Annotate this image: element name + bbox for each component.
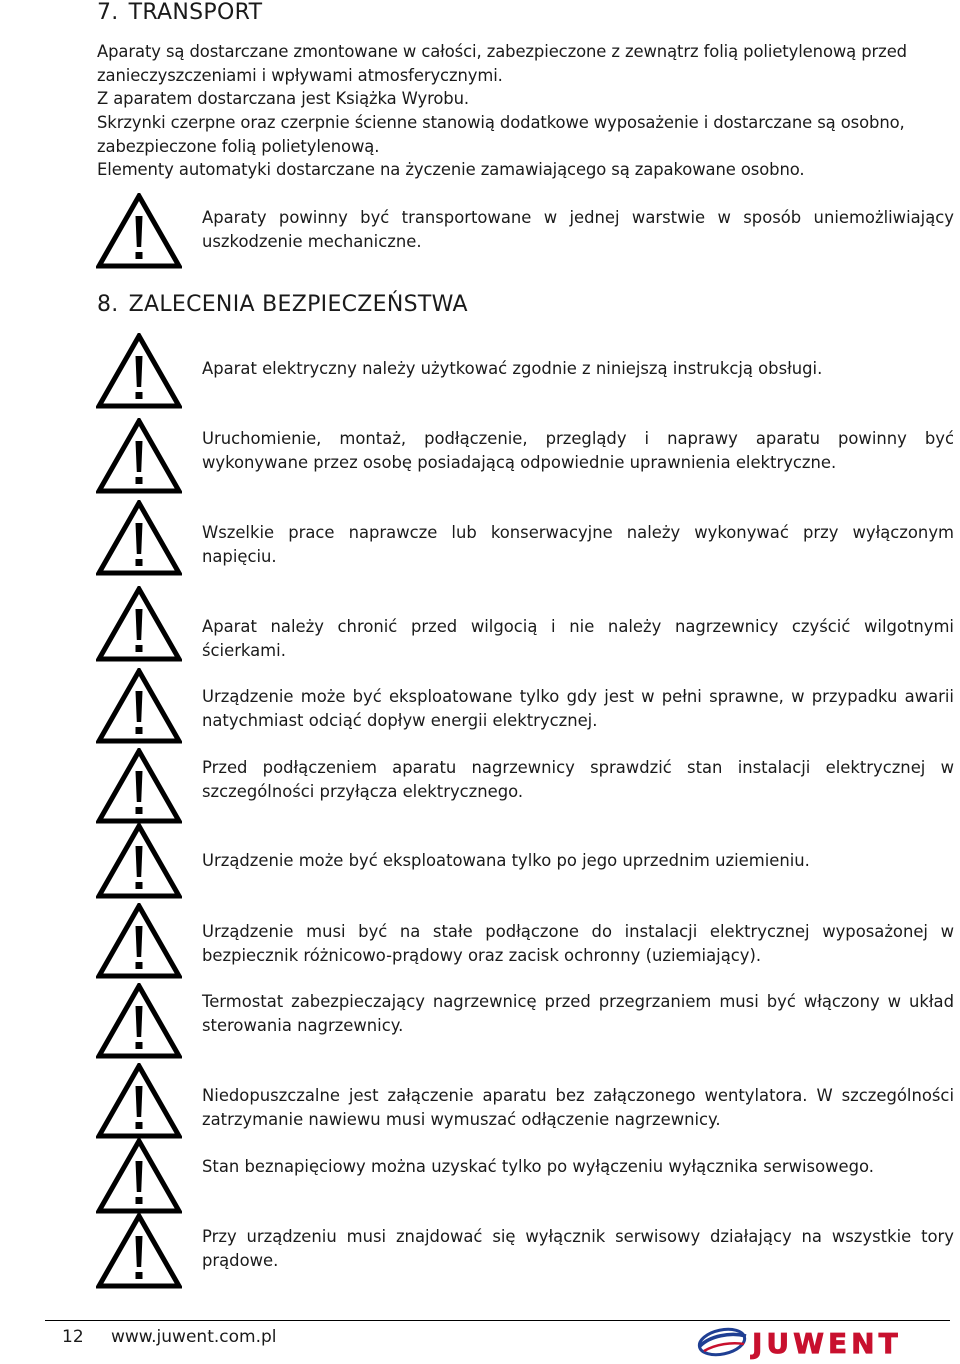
section-8-title: ZALECENIA BEZPIECZEŃSTWA [128, 292, 468, 317]
warning-triangle-icon [96, 333, 182, 409]
section-7-title: TRANSPORT [128, 0, 263, 25]
transport-paragraph-1 [97, 40, 955, 87]
transport-warning: Aparaty powinny być transportowane w jednej warstwie w sposób uniemożliwiający uszkodzenie mechaniczne. [202, 208, 954, 251]
safety-warning-2: Uruchomienie, montaż, podłączenie, przeglądy i naprawy aparatu powinny być wykonywane przez osobę posiadającą odpowiednie uprawnienia elektryczne. [202, 429, 954, 472]
juwent-logo-swoosh-icon [697, 1325, 747, 1358]
transport-paragraph-3-line-1: Skrzynki czerpne oraz czerpnie ścienne stanowią dodatkowe wyposażenie i dostarczane są osobno, [97, 113, 905, 132]
warning-triangle-icon [96, 1138, 182, 1214]
juwent-logo-text: JUWENT [752, 1327, 902, 1360]
transport-paragraph-1-line-2: zanieczyszczeniami i wpływami atmosferycznymi. [97, 65, 503, 85]
warning-triangle-icon [96, 500, 182, 576]
warning-triangle-icon [96, 418, 182, 494]
safety-warning-3: Wszelkie prace naprawcze lub konserwacyjne należy wykonywać przy wyłączonym napięciu. [202, 523, 954, 566]
safety-warning-5: Urządzenie może być eksploatowane tylko gdy jest w pełni sprawne, w przypadku awarii natychmiast odciąć dopływ energii elektrycznej. [202, 687, 954, 730]
section-8-number: 8. [97, 292, 119, 317]
warning-triangle-icon [96, 748, 182, 824]
warning-triangle-icon [96, 668, 182, 744]
safety-warning-7: Urządzenie może być eksploatowana tylko po jego uprzednim uziemieniu. [202, 851, 810, 870]
transport-paragraph-2: Z aparatem dostarczana jest Książka Wyrobu. [97, 89, 470, 108]
safety-warning-11: Stan beznapięciowy można uzyskać tylko po wyłączeniu wyłącznika serwisowego. [202, 1157, 874, 1176]
safety-warning-4: Aparat należy chronić przed wilgocią i nie należy nagrzewnicy czyścić wilgotnymi ścierkami. [202, 617, 954, 660]
warning-triangle-icon [96, 983, 182, 1059]
page-number: 12 [62, 1327, 84, 1347]
juwent-logo [696, 1324, 954, 1360]
section-7-heading [97, 0, 262, 26]
warning-triangle-icon [96, 1063, 182, 1139]
transport-paragraph-3 [97, 111, 955, 158]
warning-triangle-icon [96, 903, 182, 979]
safety-warning-6: Przed podłączeniem aparatu nagrzewnicy sprawdzić stan instalacji elektrycznej w szczególności przyłącza elektrycznego. [202, 758, 954, 801]
transport-paragraph-4: Elementy automatyki dostarczane na życzenie zamawiającego są zapakowane osobno. [97, 160, 805, 179]
warning-triangle-icon [96, 823, 182, 899]
warning-triangle-icon [96, 1213, 182, 1289]
safety-warning-12: Przy urządzeniu musi znajdować się wyłącznik serwisowy działający na wszystkie tory prądowe. [202, 1227, 954, 1270]
safety-warning-9: Termostat zabezpieczający nagrzewnicę przed przegrzaniem musi być włączony w układ sterowania nagrzewnicy. [202, 992, 954, 1035]
footer-divider [45, 1320, 950, 1321]
section-7-number: 7. [97, 0, 119, 25]
warning-triangle-icon [96, 193, 182, 269]
warning-triangle-icon [96, 586, 182, 662]
safety-warning-1: Aparat elektryczny należy użytkować zgodnie z niniejszą instrukcją obsługi. [202, 359, 823, 378]
transport-paragraph-3-line-2: zabezpieczone folią polietylenową. [97, 136, 380, 156]
transport-paragraph-1-line-1: Aparaty są dostarczane zmontowane w całości, zabezpieczone z zewnątrz folią polietylenową przed [97, 42, 907, 61]
safety-warning-8: Urządzenie musi być na stałe podłączone do instalacji elektrycznej wyposażonej w bezpiecznik różnicowo-prądowy oraz zacisk ochronny (uziemiający). [202, 922, 954, 965]
website-link[interactable]: www.juwent.com.pl [111, 1327, 277, 1347]
safety-warning-10: Niedopuszczalne jest załączenie aparatu bez załączonego wentylatora. W szczególności zatrzymanie nawiewu musi wymuszać odłączenie nagrzewnicy. [202, 1086, 954, 1129]
section-8-heading [97, 292, 468, 318]
